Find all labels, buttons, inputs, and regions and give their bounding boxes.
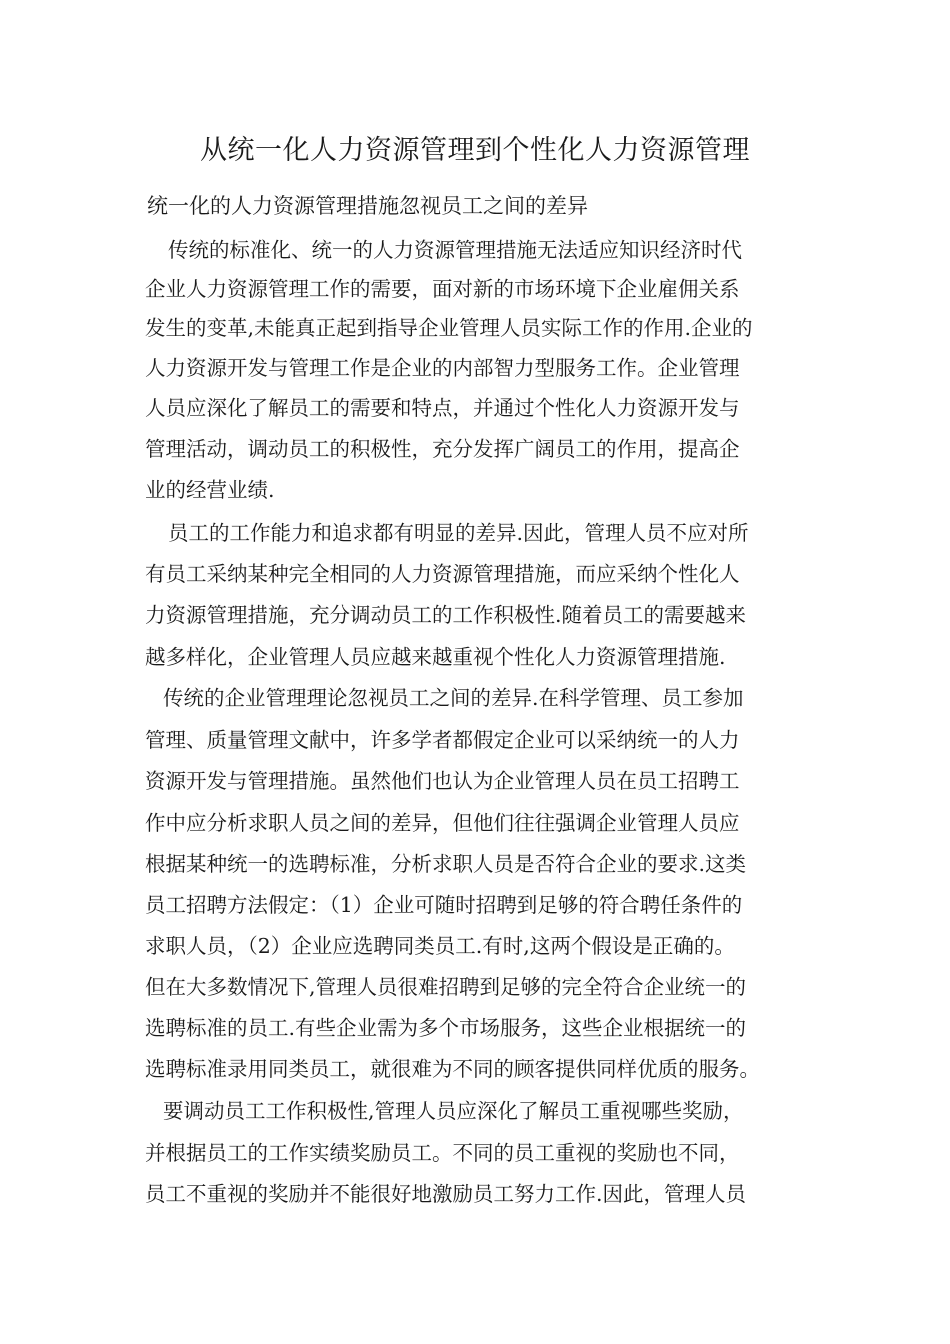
paragraph-line: 求职人员，（2）企业应选聘同类员工.有时,这两个假设是正确的。 xyxy=(145,934,735,958)
paragraph-line: 业的经营业绩. xyxy=(145,478,275,502)
paragraph-line: 有员工采纳某种完全相同的人力资源管理措施，而应采纳个性化人 xyxy=(145,562,740,586)
paragraph-line: 要调动员工工作积极性,管理人员应深化了解员工重视哪些奖励， xyxy=(163,1099,744,1123)
paragraph-line: 人力资源开发与管理工作是企业的内部智力型服务工作。企业管理 xyxy=(145,356,740,380)
paragraph-line: 越多样化，企业管理人员应越来越重视个性化人力资源管理措施. xyxy=(145,645,726,669)
paragraph-line: 选聘标准的员工.有些企业需为多个市场服务，这些企业根据统一的 xyxy=(145,1016,747,1040)
paragraph-line: 管理活动，调动员工的积极性，充分发挥广阔员工的作用，提高企 xyxy=(145,437,740,461)
paragraph-line: 企业人力资源管理工作的需要，面对新的市场环境下企业雇佣关系 xyxy=(145,277,740,301)
paragraph-line: 根据某种统一的选聘标准，分析求职人员是否符合企业的要求.这类 xyxy=(145,852,747,876)
paragraph-line: 发生的变革,未能真正起到指导企业管理人员实际工作的作用.企业的 xyxy=(145,316,753,340)
paragraph-line: 但在大多数情况下,管理人员很难招聘到足够的完全符合企业统一的 xyxy=(145,975,747,999)
paragraph-line: 员工不重视的奖励并不能很好地激励员工努力工作.因此，管理人员 xyxy=(145,1182,747,1206)
paragraph-line: 员工的工作能力和追求都有明显的差异.因此，管理人员不应对所 xyxy=(168,521,749,545)
paragraph-line: 管理、质量管理文献中，许多学者都假定企业可以采纳统一的人力 xyxy=(145,728,740,752)
paragraph-line: 资源开发与管理措施。虽然他们也认为企业管理人员在员工招聘工 xyxy=(145,769,740,793)
paragraph-line: 传统的标准化、统一的人力资源管理措施无法适应知识经济时代 xyxy=(168,238,742,262)
section-heading: 统一化的人力资源管理措施忽视员工之间的差异 xyxy=(147,194,588,218)
paragraph-line: 并根据员工的工作实绩奖励员工。不同的员工重视的奖励也不同， xyxy=(145,1141,740,1165)
paragraph-line: 传统的企业管理理论忽视员工之间的差异.在科学管理、员工参加 xyxy=(163,686,744,710)
document-title: 从统一化人力资源管理到个性化人力资源管理 xyxy=(200,135,750,166)
paragraph-line: 员工招聘方法假定：（1）企业可随时招聘到足够的符合聘任条件的 xyxy=(145,893,743,917)
paragraph-line: 选聘标准录用同类员工，就很难为不同的顾客提供同样优质的服务。 xyxy=(145,1057,760,1081)
paragraph-line: 力资源管理措施，充分调动员工的工作积极性.随着员工的需要越来 xyxy=(145,603,747,627)
paragraph-line: 人员应深化了解员工的需要和特点，并通过个性化人力资源开发与 xyxy=(145,396,740,420)
paragraph-line: 作中应分析求职人员之间的差异，但他们往往强调企业管理人员应 xyxy=(145,811,740,835)
